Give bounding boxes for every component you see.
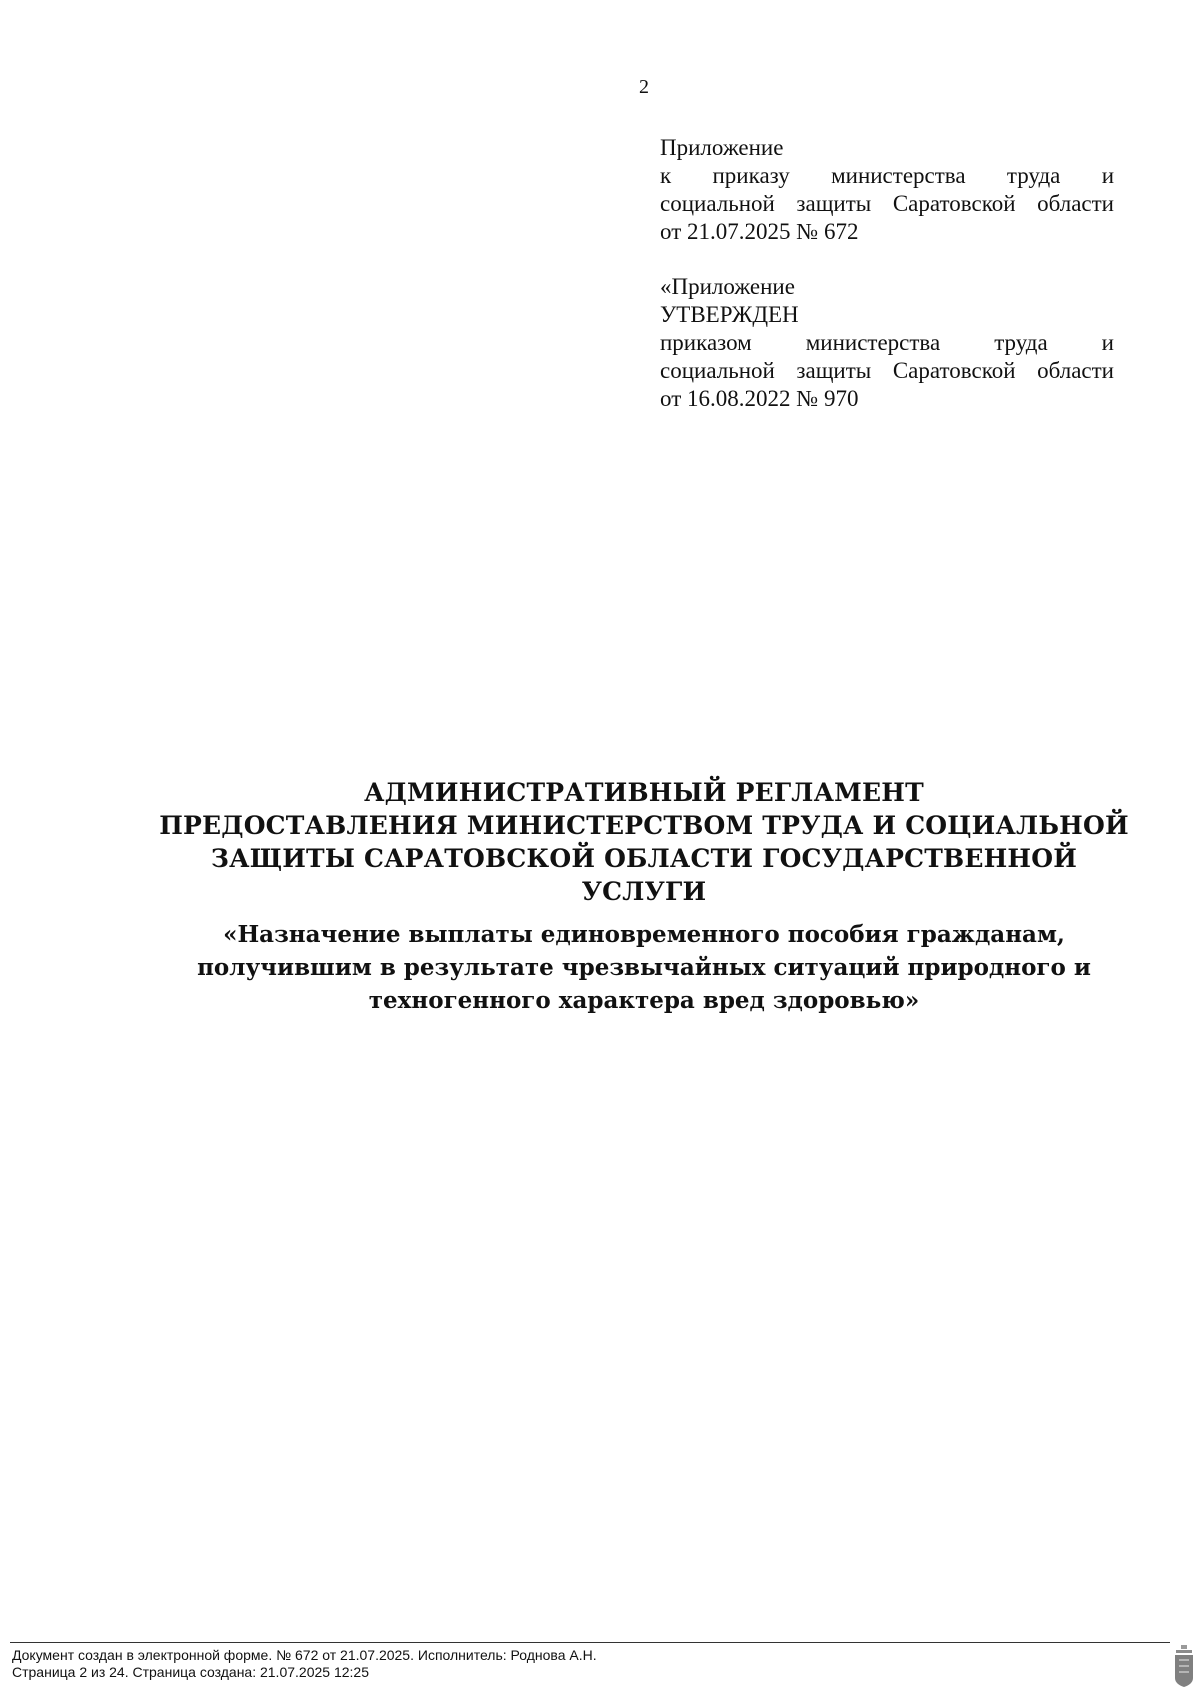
subtitle-line-2: получившим в результате чрезвычайных ситуаций природного и <box>197 954 1091 981</box>
footer <box>12 1647 597 1681</box>
coat-of-arms-icon <box>1172 1644 1196 1688</box>
footer-divider <box>10 1642 1170 1643</box>
page-number: 2 <box>639 76 649 98</box>
subtitle-line-3: техногенного характера вред здоровью» <box>368 987 920 1014</box>
annex-original-line-1: «Приложение <box>660 274 795 299</box>
annex-original-order <box>660 273 1114 413</box>
document-title <box>100 776 1188 908</box>
footer-line-1: Документ создан в электронной форме. № 672 от 21.07.2025. Исполнитель: Роднова А.Н. <box>12 1647 597 1663</box>
title-line-1: АДМИНИСТРАТИВНЫЙ РЕГЛАМЕНТ <box>364 778 924 807</box>
title-line-2: ПРЕДОСТАВЛЕНИЯ МИНИСТЕРСТВОМ ТРУДА И СОЦИАЛЬНОЙ <box>159 811 1129 840</box>
annex-original-line-2: УТВЕРЖДЕН <box>660 302 799 327</box>
title-line-3: ЗАЩИТЫ САРАТОВСКОЙ ОБЛАСТИ ГОСУДАРСТВЕННОЙ <box>210 844 1078 873</box>
annex-current-line-2: к приказу министерства труда и <box>660 163 1114 188</box>
annex-original-line-5: от 16.08.2022 № 970 <box>660 386 859 411</box>
subtitle-line-1: «Назначение выплаты единовременного пособия гражданам, <box>223 921 1065 948</box>
title-line-4: УСЛУГИ <box>581 877 707 906</box>
annex-current-order <box>660 134 1114 246</box>
annex-current-line-3: социальной защиты Саратовской области <box>660 191 1114 216</box>
annex-original-line-4: социальной защиты Саратовской области <box>660 358 1114 383</box>
annex-current-line-1: Приложение <box>660 135 784 160</box>
annex-current-line-4: от 21.07.2025 № 672 <box>660 219 859 244</box>
footer-line-2: Страница 2 из 24. Страница создана: 21.07.2025 12:25 <box>12 1664 369 1680</box>
service-name <box>100 918 1188 1017</box>
annex-original-line-3: приказом министерства труда и <box>660 330 1114 355</box>
